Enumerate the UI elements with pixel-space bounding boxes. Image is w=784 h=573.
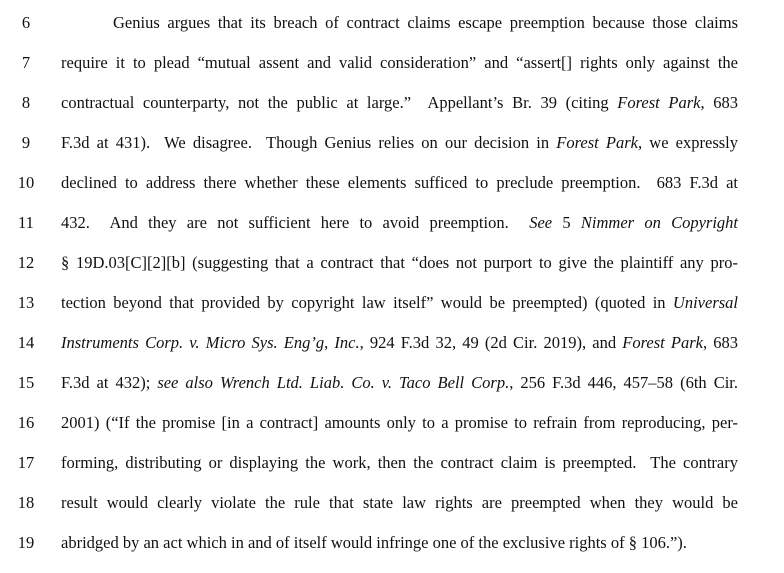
treatise-title-italic: Nimmer on Copyright bbox=[580, 213, 738, 232]
text-segment: result would clearly violate the rule that state law rights are preempted when they would be bbox=[61, 493, 738, 512]
line-text bbox=[61, 533, 738, 553]
text-segment: 2001) (“If the promise [in a contract] amounts only to a promise to refrain from reproducing, per- bbox=[61, 413, 738, 432]
text-segment: , 683 bbox=[702, 333, 738, 352]
text-segment: contractual counterparty, not the public at large.” Appellant’s Br. 39 (citing bbox=[61, 93, 618, 112]
line-text bbox=[61, 493, 738, 513]
text-segment: tection beyond that provided by copyright law itself” would be preempted) (quoted in bbox=[61, 293, 673, 312]
line-text bbox=[61, 93, 738, 113]
line-number: 10 bbox=[17, 173, 35, 192]
text-segment: declined to address there whether these elements sufficed to preclude preemption. 683 F.3d at bbox=[61, 173, 738, 192]
line-number: 6 bbox=[21, 13, 31, 32]
document-line bbox=[0, 173, 784, 213]
document-line bbox=[0, 533, 784, 573]
document-line bbox=[0, 133, 784, 173]
text-segment: F.3d at 432); bbox=[61, 373, 158, 392]
line-number: 18 bbox=[17, 493, 35, 512]
line-text bbox=[61, 53, 738, 73]
text-segment: 432. And they are not sufficient here to avoid preemption. bbox=[61, 213, 530, 232]
case-name-italic: Forest Park bbox=[622, 333, 703, 352]
text-segment: Genius argues that its breach of contract claims escape preemption because those claims bbox=[113, 13, 738, 32]
case-name-italic: Forest Park bbox=[556, 133, 638, 152]
case-name-italic: Universal bbox=[672, 293, 738, 312]
line-number: 17 bbox=[17, 453, 35, 472]
signal-italic: See bbox=[529, 213, 553, 232]
line-number: 15 bbox=[17, 373, 35, 392]
line-text bbox=[61, 133, 738, 153]
document-line bbox=[0, 293, 784, 333]
text-segment: § 19D.03[C][2][b] (suggesting that a contract that “does not purport to give the plaintiff any pro- bbox=[61, 253, 738, 272]
line-text bbox=[61, 253, 738, 273]
line-number: 13 bbox=[17, 293, 35, 312]
line-text bbox=[61, 213, 738, 233]
text-segment: , 256 F.3d 446, 457–58 (6th Cir. bbox=[509, 373, 738, 392]
line-text bbox=[113, 13, 738, 33]
document-line bbox=[0, 453, 784, 493]
text-segment: forming, distributing or displaying the work, then the contract claim is preempted. The contrary bbox=[61, 453, 738, 472]
document-line bbox=[0, 93, 784, 133]
document-line bbox=[0, 333, 784, 373]
case-name-italic: see also Wrench Ltd. Liab. Co. v. Taco Bell Corp. bbox=[157, 373, 510, 392]
line-number: 16 bbox=[17, 413, 35, 432]
line-text bbox=[61, 453, 738, 473]
line-text bbox=[61, 373, 738, 393]
text-segment: 5 bbox=[552, 213, 581, 232]
line-text bbox=[61, 333, 738, 353]
line-text bbox=[61, 413, 738, 433]
text-segment: , 683 bbox=[700, 93, 738, 112]
line-number: 7 bbox=[21, 53, 31, 72]
document-line bbox=[0, 413, 784, 453]
line-text bbox=[61, 173, 738, 193]
text-segment: , 924 F.3d 32, 49 (2d Cir. 2019), and bbox=[359, 333, 623, 352]
line-number: 9 bbox=[21, 133, 31, 152]
text-segment: abridged by an act which in and of itself would infringe one of the exclusive rights of § 106.”). bbox=[61, 533, 687, 552]
line-number: 14 bbox=[17, 333, 35, 352]
line-number: 8 bbox=[21, 93, 31, 112]
document-line bbox=[0, 253, 784, 293]
text-segment: , we expressly bbox=[637, 133, 738, 152]
line-number: 12 bbox=[17, 253, 35, 272]
text-segment: require it to plead “mutual assent and valid consideration” and “assert[] rights only against the bbox=[61, 53, 738, 72]
document-line bbox=[0, 53, 784, 93]
document-line bbox=[0, 373, 784, 413]
line-text bbox=[61, 293, 738, 313]
line-number: 19 bbox=[17, 533, 35, 552]
case-name-italic: Instruments Corp. v. Micro Sys. Eng’g, Inc. bbox=[61, 333, 360, 352]
document-line bbox=[0, 493, 784, 533]
case-name-italic: Forest Park bbox=[617, 93, 701, 112]
line-number: 11 bbox=[18, 213, 34, 232]
document-line bbox=[0, 213, 784, 253]
document-line bbox=[0, 13, 784, 53]
text-segment: F.3d at 431). We disagree. Though Genius relies on our decision in bbox=[61, 133, 557, 152]
